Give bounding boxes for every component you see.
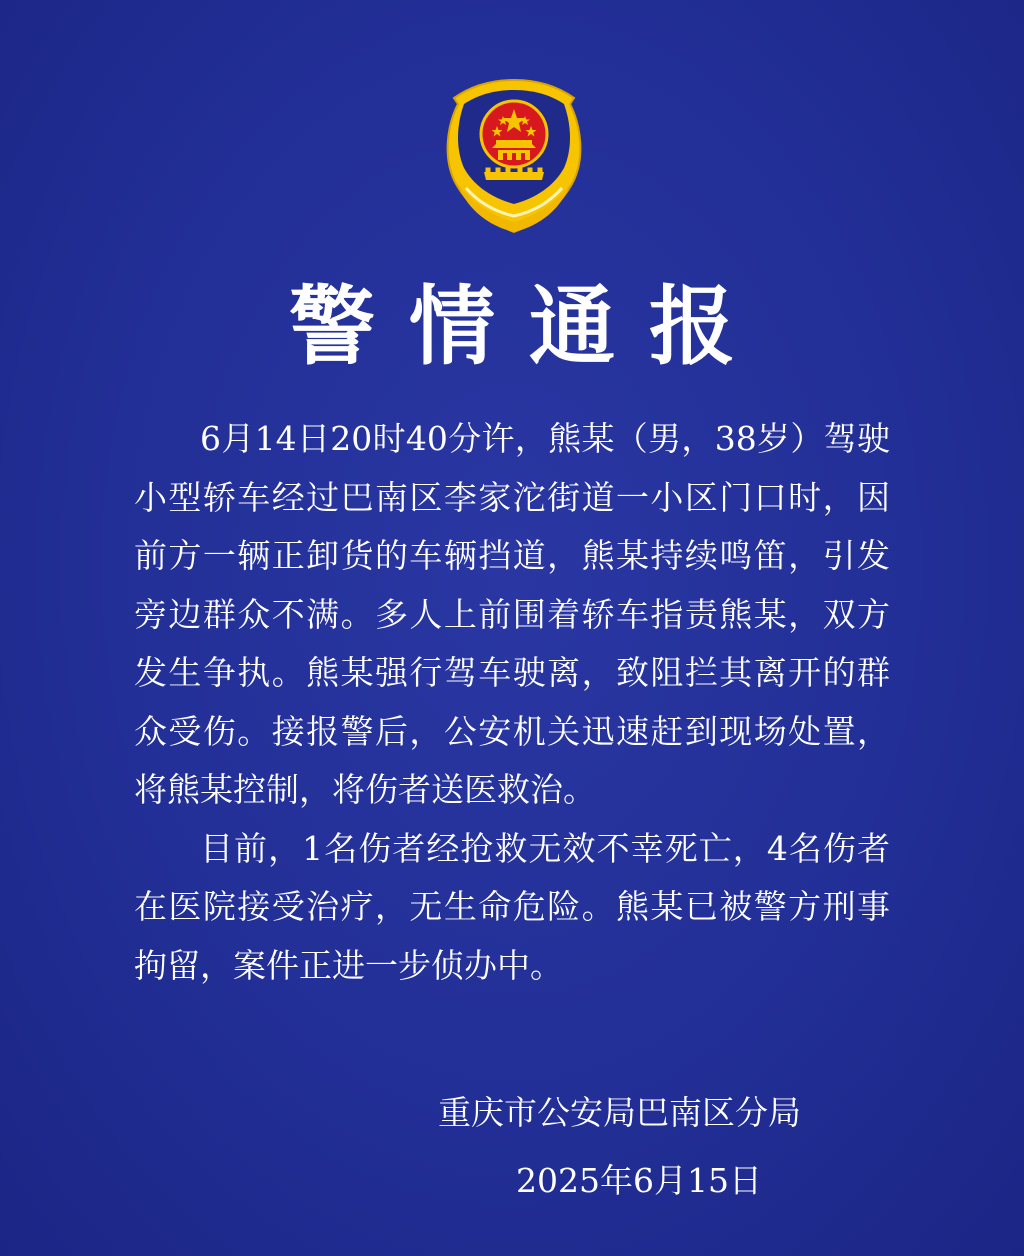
notice-paragraph: 6月14日20时40分许，熊某（男，38岁）驾驶小型轿车经过巴南区李家沱街道一小区门口时，因前方一辆正卸货的车辆挡道，熊某持续鸣笛，引发旁边群众不满。多人上前围着轿车指责熊某，双方发生争执。熊某强行驾车驶离，致阻拦其离开的群众受伤。接报警后，公安机关迅速赶到现场处置，将熊某控制，将伤者送医救治。 bbox=[134, 419, 890, 809]
notice-paragraph: 目前，1名伤者经抢救无效不幸死亡，4名伤者在医院接受治疗，无生命危险。熊某已被警方刑事拘留，案件正进一步侦办中。 bbox=[134, 828, 890, 985]
notice-title: 警情通报 bbox=[289, 277, 769, 377]
notice-issuer: 重庆市公安局巴南区分局 bbox=[438, 1093, 801, 1132]
notice-date: 2025年6月15日 bbox=[516, 1161, 762, 1200]
notice-body bbox=[134, 410, 890, 995]
police-badge-icon bbox=[436, 76, 592, 236]
